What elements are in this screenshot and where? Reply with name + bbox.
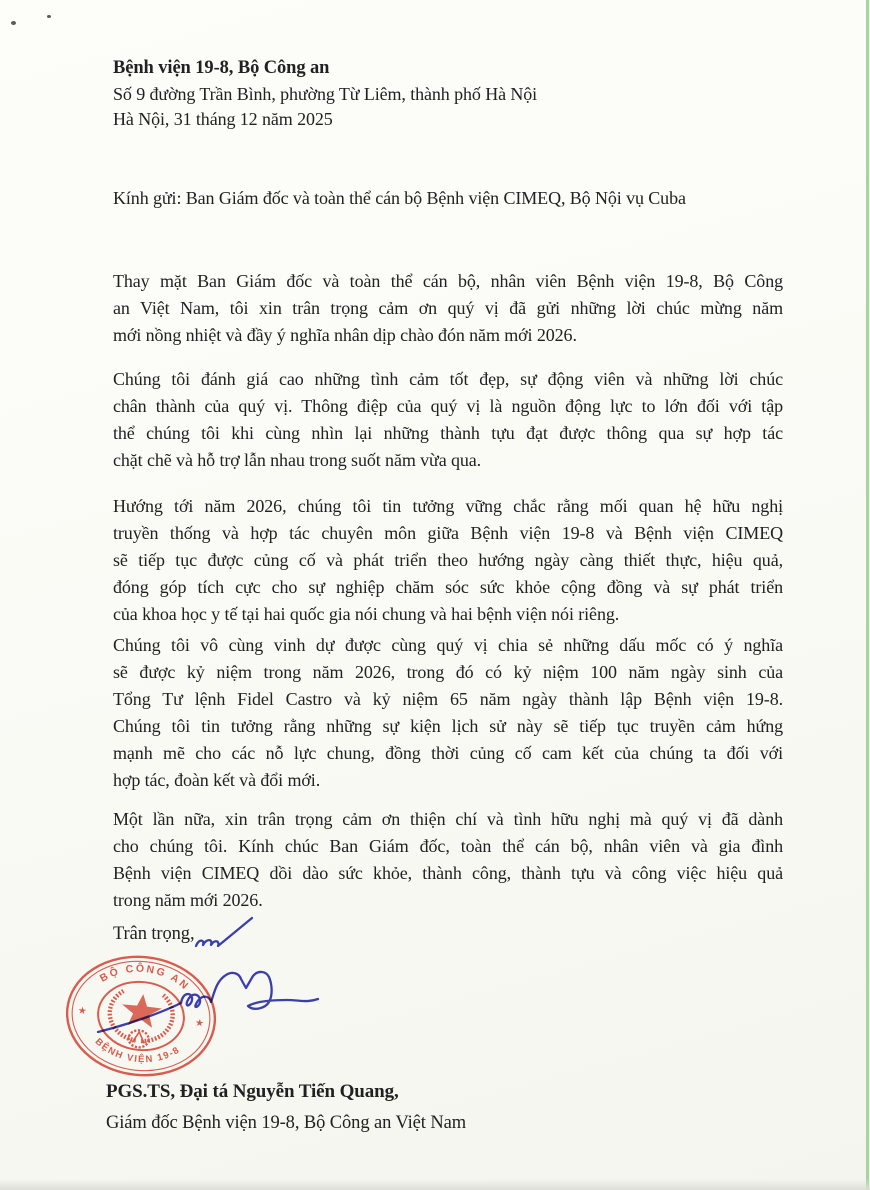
signature-flourish bbox=[196, 918, 252, 946]
body-line: cho chúng tôi. Kính chúc Ban Giám đốc, toàn thể cán bộ, nhân viên và gia đình bbox=[113, 836, 783, 856]
signer-name: PGS.TS, Đại tá Nguyễn Tiến Quang, bbox=[106, 1081, 399, 1102]
body-line: Bệnh viện CIMEQ dồi dào sức khỏe, thành công, thành tựu và công việc hiệu quả bbox=[113, 863, 783, 883]
letterhead bbox=[113, 56, 783, 133]
org-address: Số 9 đường Trần Bình, phường Từ Liêm, thành phố Hà Nội bbox=[113, 83, 538, 104]
page-edge-green-line bbox=[866, 0, 870, 1190]
body-line: sẽ tiếp tục được củng cố và phát triển theo hướng ngày càng thiết thực, hiệu quả, bbox=[113, 550, 783, 570]
seal-star-right-icon: ★ bbox=[194, 1017, 205, 1030]
closing: Trân trọng, bbox=[113, 924, 195, 944]
body-line: thể chúng tôi khi cùng nhìn lại những thành tựu đạt được thông qua sự hợp tác bbox=[113, 423, 783, 443]
body-line: Chúng tôi tin tưởng rằng những sự kiện lịch sử này sẽ tiếp tục truyền cảm hứng bbox=[113, 716, 783, 736]
body-line: Hướng tới năm 2026, chúng tôi tin tưởng vững chắc rằng mối quan hệ hữu nghị bbox=[113, 496, 783, 516]
body-line: Tổng Tư lệnh Fidel Castro và kỷ niệm 65 năm ngày thành lập Bệnh viện 19-8. bbox=[113, 689, 783, 709]
body-line: Chúng tôi vô cùng vinh dự được cùng quý vị chia sẻ những dấu mốc có ý nghĩa bbox=[113, 635, 783, 655]
date-line: Hà Nội, 31 tháng 12 năm 2025 bbox=[113, 109, 333, 129]
body-line: mạnh mẽ cho các nỗ lực chung, đồng thời củng cố cam kết của chúng ta đối với bbox=[113, 743, 783, 763]
body-line: trong năm mới 2026. bbox=[113, 890, 263, 910]
paragraph-3 bbox=[113, 493, 783, 628]
scan-speck bbox=[47, 15, 51, 18]
body-line: chân thành của quý vị. Thông điệp của quý vị là nguồn động lực to lớn đối với tập bbox=[113, 396, 783, 416]
signature-ink bbox=[85, 905, 425, 1050]
body-line: của khoa học y tế tại hai quốc gia nói chung và hai bệnh viện nói riêng. bbox=[113, 604, 620, 624]
seal-star-left-icon: ★ bbox=[77, 1005, 88, 1018]
body-line: mới nồng nhiệt và đầy ý nghĩa nhân dịp chào đón năm mới 2026. bbox=[113, 325, 577, 345]
seal-bottom-text: BỆNH VIỆN 19-8 bbox=[92, 1036, 183, 1066]
body-line: Chúng tôi đánh giá cao những tình cảm tốt đẹp, sự động viên và những lời chúc bbox=[113, 369, 783, 389]
body-line: hợp tác, đoàn kết và đổi mới. bbox=[113, 770, 321, 790]
scan-speck bbox=[11, 21, 16, 25]
signature-stroke bbox=[98, 972, 318, 1032]
signer-title: Giám đốc Bệnh viện 19-8, Bộ Công an Việt Nam bbox=[106, 1113, 466, 1133]
body-line: Thay mặt Ban Giám đốc và toàn thể cán bộ, nhân viên Bệnh viện 19-8, Bộ Công bbox=[113, 271, 783, 291]
body-line: chặt chẽ và hỗ trợ lẫn nhau trong suốt năm vừa qua. bbox=[113, 450, 482, 470]
salutation: Kính gửi: Ban Giám đốc và toàn thể cán bộ Bệnh viện CIMEQ, Bộ Nội vụ Cuba bbox=[113, 188, 686, 208]
paragraph-4 bbox=[113, 632, 783, 794]
body-line: sẽ được kỷ niệm trong năm 2026, trong đó có kỷ niệm 100 năm ngày sinh của bbox=[113, 662, 783, 682]
body-line: truyền thống và hợp tác chuyên môn giữa Bệnh viện 19-8 và Bệnh viện CIMEQ bbox=[113, 523, 783, 543]
org-name: Bệnh viện 19-8, Bộ Công an bbox=[113, 58, 330, 78]
page-bottom-shadow bbox=[0, 1179, 870, 1190]
body-line: đóng góp tích cực cho sự nghiệp chăm sóc sức khỏe cộng đồng và sự phát triển bbox=[113, 577, 783, 597]
body-line: Một lần nữa, xin trân trọng cảm ơn thiện chí và tình hữu nghị mà quý vị đã dành bbox=[113, 809, 783, 829]
seal-top-text: BỘ CÔNG AN bbox=[97, 962, 192, 994]
body-line: an Việt Nam, tôi xin trân trọng cảm ơn quý vị đã gửi những lời chúc mừng năm bbox=[113, 298, 783, 318]
paragraph-5 bbox=[113, 806, 783, 914]
paragraph-1 bbox=[113, 268, 783, 349]
paragraph-2 bbox=[113, 366, 783, 474]
